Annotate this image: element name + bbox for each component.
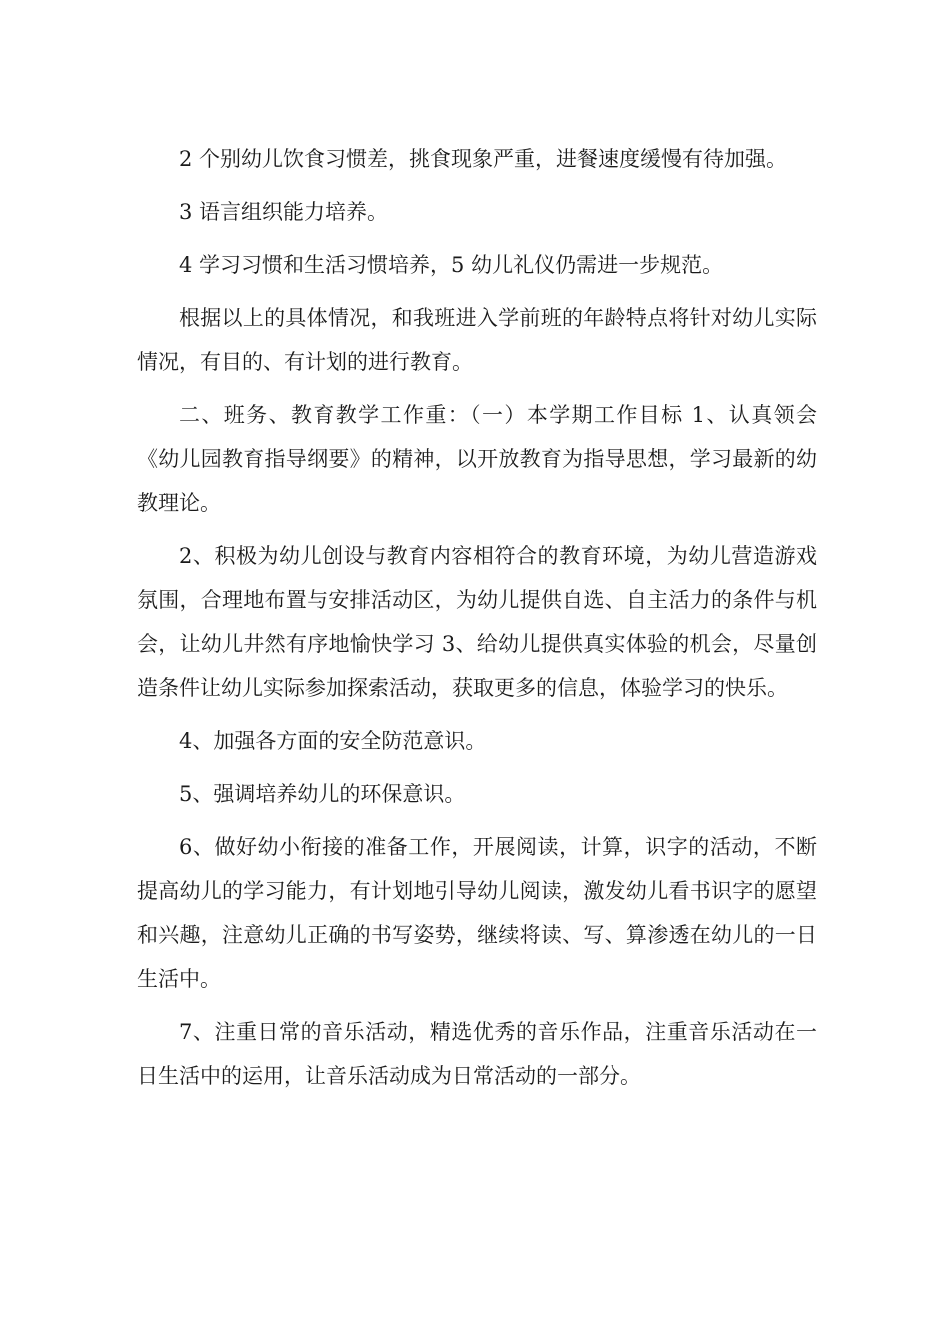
paragraph-10: 7、注重日常的音乐活动，精选优秀的音乐作品，注重音乐活动在一日生活中的运用，让音乐活动成为日常活动的一部分。 — [137, 1020, 817, 1088]
paragraph-6: 2、积极为幼儿创设与教育内容相符合的教育环境，为幼儿营造游戏氛围，合理地布置与安排活动区，为幼儿提供自选、自主活力的条件与机会，让幼儿井然有序地愉快学习 3、给幼儿提供真实体验的机会，尽量创造条件让幼儿实际参加探索活动，获取更多的信息，体验学习的快乐。 — [137, 544, 817, 700]
paragraph-1: 2 个别幼儿饮食习惯差，挑食现象严重，进餐速度缓慢有待加强。 — [179, 147, 788, 171]
paragraph-9: 6、做好幼小衔接的准备工作，开展阅读，计算，识字的活动，不断提高幼儿的学习能力，有计划地引导幼儿阅读，激发幼儿看书识字的愿望和兴趣，注意幼儿正确的书写姿势，继续将读、写、算渗透在幼儿的一日生活中。 — [137, 835, 817, 991]
document-body — [137, 137, 817, 1107]
paragraph-3: 4 学习习惯和生活习惯培养，5 幼儿礼仪仍需进一步规范。 — [179, 253, 724, 277]
paragraph-5: 二、班务、教育教学工作重：（一）本学期工作目标 1、认真领会《幼儿园教育指导纲要》的精神，以开放教育为指导思想，学习最新的幼教理论。 — [137, 403, 817, 515]
paragraph-8: 5、强调培养幼儿的环保意识。 — [179, 782, 466, 806]
paragraph-7: 4、加强各方面的安全防范意识。 — [179, 729, 487, 753]
paragraph-2: 3 语言组织能力培养。 — [179, 200, 389, 224]
paragraph-4: 根据以上的具体情况，和我班进入学前班的年龄特点将针对幼儿实际情况，有目的、有计划的进行教育。 — [137, 306, 817, 374]
